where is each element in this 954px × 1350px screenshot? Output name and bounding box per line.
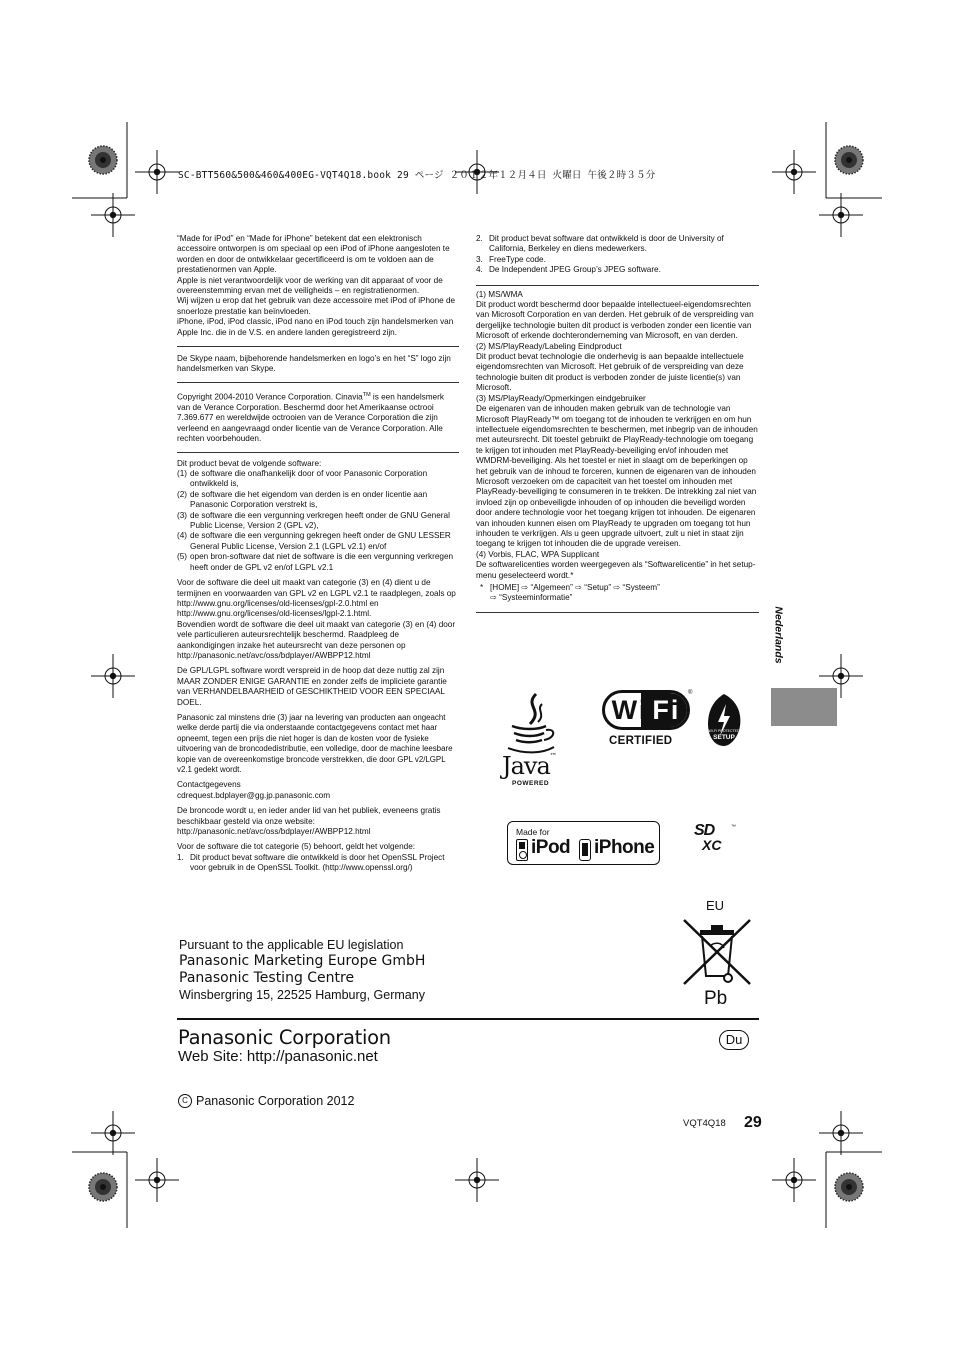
copyright-symbol-icon: C <box>178 1094 192 1108</box>
wifi-badge <box>602 690 693 730</box>
software-list-item <box>177 490 459 511</box>
vorbis-flac-body: De softwarelicenties worden weergegeven als “Softwarelicentie” in het setup-menu geselecteerd wordt.* <box>476 560 756 580</box>
gpl-text: Voor de software die deel uit maakt van categorie (3) en (4) dient u de termijnen en voorwaarden van GPL v2 en LGPL v2.1 te raadplegen, zoals op <box>177 578 456 598</box>
eu-line-1: Pursuant to the applicable EU legislation <box>179 938 404 952</box>
apple-notice-p2: Apple is niet verantwoordelijk voor de werking van dit apparaat of voor de overeenstemming ervan met de veiligheids – en registratienormen. <box>177 275 443 296</box>
list-text: open bron-software dat niet de software is die een vergunning verkregen heeft onder de GPL v2 en/of LGPL v2.1 <box>190 552 454 572</box>
left-column <box>177 234 459 874</box>
footnote-line-1: [HOME] ⇨ “Algemeen” ⇨ “Setup” ⇨ “Systeem” <box>490 583 660 592</box>
list-number: (1) <box>177 469 188 479</box>
list-text: de software die een vergunning gekregen heeft onder de GNU LESSER General Public License, Version 2.1 (LGPL v2.1) en/of <box>190 531 451 551</box>
wifi-certified-logo <box>602 690 694 750</box>
cinavia-text-b: is een handelsmerk van de Verance Corporation. Beschermd door het Amerikaanse octrooi 7.369.677 en wereldwijde octrooien van de Verance Corporation die zijn verleend en aangevraagd onder licentie van de Verance Corporation. Alle rechten voorbehouden. <box>177 392 444 444</box>
list-number: (4) <box>177 531 188 541</box>
ms-wma-title: (1) MS/WMA <box>476 289 523 299</box>
category5-text: Voor de software die tot categorie (5) behoort, geldt het volgende: <box>177 842 416 852</box>
mfi-made-for: Made for <box>516 827 550 837</box>
weee-pb-label: Pb <box>704 988 728 1009</box>
list-number: (5) <box>177 552 188 562</box>
java-powered-text: POWERED <box>512 780 550 787</box>
list-item <box>476 234 759 255</box>
vorbis-flac-title: (4) Vorbis, FLAC, WPA Supplicant <box>476 549 600 559</box>
cinavia-notice <box>177 383 459 452</box>
skype-notice: De Skype naam, bijbehorende handelsmerken en logo’s en het “S” logo zijn handelsmerken van Skype. <box>177 354 451 374</box>
sdxc-xc-text: XC <box>702 837 722 853</box>
gpl-url-2[interactable]: http://www.gnu.org/licenses/old-licenses/lgpl-2.1.html. <box>177 609 372 619</box>
eu-line-2: Panasonic Marketing Europe GmbH <box>179 953 426 969</box>
wifi-text: Wi Fi <box>611 695 681 725</box>
copyright-text: Panasonic Corporation 2012 <box>196 1094 355 1108</box>
apple-notice-p4: iPhone, iPod, iPod classic, iPod nano en iPod touch zijn handelsmerken van Apple Inc. die in de V.S. en andere landen geregistreerd zijn. <box>177 317 454 337</box>
language-side-tab-block <box>771 688 837 726</box>
apple-notice <box>177 234 459 346</box>
free-source-text: De broncode wordt u, en ieder ander lid van het publiek, eveneens gratis beschikbaar gesteld via onze website: <box>177 806 441 826</box>
wps-setup-text: SETUP <box>713 734 735 741</box>
footer-rule <box>177 1018 759 1020</box>
mfi-ipod-text: iPod <box>531 837 571 858</box>
source-offer-text: Panasonic zal minstens drie (3) jaar na levering van producten aan ongeacht welke derde partij die via onderstaande contactgegevens contact met haar opneemt, tegen een prijs die niet hoger is dan de kosten voor de fysieke uitvoering van de broncodedistributie, een volledige, door de machine leesbare kopie van de overeenkomstige broncode verstrekken, die door GPL v2/LGPL v2.1 gedekt wordt. <box>177 712 453 775</box>
page-number: 29 <box>744 1114 762 1131</box>
cinavia-text-a: Copyright 2004-2010 Verance Corporation. Cinavia <box>177 392 363 402</box>
company-website: Web Site: http://panasonic.net <box>178 1048 378 1065</box>
category5-list <box>177 853 459 874</box>
microsoft-notices <box>476 286 759 612</box>
wps-small-text: WI-FI PROTECTED <box>708 729 740 733</box>
ms-playready-notice-body: De eigenaren van de inhouden maken gebruik van de technologie van Microsoft PlayReady™ om toegang tot de inhouden te verkrijgen en om hun intellectuele eigendomsrechten te beschermen, met inbegrip van de inhouden met auteursrecht. Dit toestel gebruikt de PlayReady-technologie om toegang te krijgen tot inhouden met PlayReady-beveiliging en/of inhouden met WMDRM-beveiliging. Als het toestel er niet in slaagt om de beperkingen op het gebruik van de inhoud te forceren, kunnen de eigenaren van de inhouden Microsoft verzoeken om de capaciteit van het toestel om inhouden met PlayReady-beveiliging te consumeren in te trekken. De intrekking zal niet van invloed zijn op onbeveiligde inhouden of op inhouden die beveiligd worden door andere technologie voor het toegang krijgen tot inhouden. De eigenaren van inhouden kunnen eisen om PlayReady te upgraden om toegang tot hun inhouden te verkrijgen. Als u geen upgrade uitvoert, zult u niet in staat zijn toegang te krijgen tot inhouden die de upgrade vereisen. <box>476 404 758 549</box>
authors-url[interactable]: http://panasonic.net/avc/oss/bdplayer/AWBPP12.html <box>177 650 371 660</box>
language-badge <box>719 1030 749 1050</box>
ipod-device-icon <box>516 839 528 861</box>
mfi-iphone-text: iPhone <box>594 837 655 858</box>
list-item <box>476 265 759 275</box>
free-source-url[interactable]: http://panasonic.net/avc/oss/bdplayer/AWBPP12.html <box>177 827 371 837</box>
wifi-registered-mark: ® <box>688 690 693 696</box>
java-logo-text: Java <box>502 752 550 780</box>
category5-list-item <box>177 853 459 874</box>
divider <box>476 612 759 613</box>
gpl-url-1[interactable]: http://www.gnu.org/licenses/old-licenses/gpl-2.0.html en <box>177 598 379 608</box>
apple-notice-p3: Wij wijzen u erop dat het gebruik van deze accessoire met iPod of iPhone de snoerloze prestatie kan beïnvloeden. <box>177 296 456 316</box>
apple-notice-p1: “Made for iPod” en “Made for iPhone” betekent dat een elektronisch accessoire ontworpen is om speciaal op een iPod of iPhone aangesloten te worden en door de ontwikkelaar gecertificeerd is om te voldoen aan de prestatienormen van Apple. <box>177 234 450 275</box>
software-intro: Dit product bevat de volgende software: <box>177 458 322 468</box>
wifi-certified-text: CERTIFIED <box>609 735 673 747</box>
software-list <box>177 469 459 573</box>
warranty-text: De GPL/LGPL software wordt verspreid in de hoop dat deze nuttig zal zijn MAAR ZONDER ENIGE GARANTIE en zonder zelfs de impliciete garantie van VERHANDELBAARHEID of GESCHIKTHEID VOOR EEN SPECIAAL DOEL. <box>177 666 447 707</box>
language-side-tab-label: Nederlands <box>772 606 785 664</box>
language-badge-text: Du <box>725 1032 743 1047</box>
authors-text: Bovendien wordt de software die deel uit maakt van categorie (3) en (4) door vele particulieren auteursrechtelijk beschermd. Raadpleeg de aankondigingen inzake het auteursrecht van deze personen op <box>177 619 456 650</box>
software-section <box>177 453 459 874</box>
list-number: (3) <box>177 510 188 520</box>
list-text: Dit product bevat software dat ontwikkeld is door de University of California, Berkeley en diens medewerkers. <box>489 234 724 254</box>
list-number: 3. <box>476 254 483 264</box>
list-number: 1. <box>177 852 184 862</box>
contact-label: Contactgegevens <box>177 780 241 790</box>
java-cup-icon <box>502 692 562 754</box>
software-list-item <box>177 531 459 552</box>
weee-eu-label: EU <box>706 898 725 913</box>
list-number: (2) <box>177 489 188 499</box>
list-number: 4. <box>476 265 483 275</box>
list-text: de software die onafhankelijk door of voor Panasonic Corporation ontwikkeld is, <box>190 469 428 489</box>
wifi-protected-setup-logo <box>706 692 742 748</box>
footnote <box>476 583 759 604</box>
software-list-item <box>177 552 459 573</box>
contact-email[interactable]: cdrequest.bdplayer@gg.jp.panasonic.com <box>177 790 331 800</box>
copyright-line <box>178 1094 354 1108</box>
footnote-line-2: ⇨ “Systeeminformatie” <box>490 593 573 603</box>
list-text: de software die het eigendom van derden is en onder licentie aan Panasonic Corporation verstrekt is, <box>190 489 428 510</box>
software-list-item <box>177 511 459 532</box>
openssl-list-continued <box>476 234 759 285</box>
software-list-item <box>177 469 459 490</box>
java-tm: ™ <box>549 752 556 760</box>
language-side-tab <box>772 602 793 672</box>
eu-legislation-block <box>179 937 539 1003</box>
list-text: de software die een vergunning verkregen heeft onder de GNU General Public License, Version 2 (GPL v2), <box>190 510 450 531</box>
iphone-device-icon <box>579 839 591 861</box>
right-column <box>476 234 759 613</box>
list-text: Dit product bevat software die ontwikkeld is door het OpenSSL Project voor gebruik in de OpenSSL Toolkit. (http://www.openssl.org/) <box>190 852 445 873</box>
list-text: De Independent JPEG Group’s JPEG software. <box>489 265 661 275</box>
print-header-line: SC-BTT560&500&460&400EG-VQT4Q18.book 29 ページ ２０１２年１２月４日 火曜日 午後２時３５分 <box>178 170 656 181</box>
list-text: FreeType code. <box>489 254 546 264</box>
footnote-star: * <box>480 583 484 592</box>
ms-wma-body: Dit product wordt beschermd door bepaalde intellectueel-eigendomsrechten van Microsoft Corporation en van derden. Het gebruik of de verspreiding van dergelijke technologie buiten dit product is verboden zonder een licentie van Microsoft of erkende dochteronderneming van Microsoft, en van derden. <box>476 300 754 341</box>
company-name: Panasonic Corporation <box>178 1026 391 1049</box>
cinavia-tm: TM <box>362 391 371 398</box>
weee-symbol <box>680 898 754 1010</box>
made-for-ipod-iphone-logo <box>507 821 660 865</box>
java-powered-logo <box>500 692 562 792</box>
ms-playready-labeling-body: Dit product bevat technologie die onderhevig is aan bepaalde intellectuele eigendomsrechten van Microsoft. Het gebruik of de verspreiding van deze technologie buiten dit product is verboden zonder de juiste licentie(s) van Microsoft. <box>476 352 744 393</box>
list-number: 2. <box>476 234 483 243</box>
ms-playready-labeling-title: (2) MS/PlayReady/Labeling Eindproduct <box>476 341 622 351</box>
document-code: VQT4Q18 <box>683 1118 726 1129</box>
sdxc-logo <box>690 824 740 856</box>
crossed-bin-icon <box>680 916 754 988</box>
eu-line-3: Panasonic Testing Centre <box>179 970 355 986</box>
sdxc-tm: ™ <box>731 824 736 830</box>
list-item <box>476 255 759 265</box>
sdxc-sd-text: SD <box>694 822 715 839</box>
ms-playready-notice-title: (3) MS/PlayReady/Opmerkingen eindgebruiker <box>476 393 646 403</box>
eu-line-4: Winsbergring 15, 22525 Hamburg, Germany <box>179 988 425 1002</box>
